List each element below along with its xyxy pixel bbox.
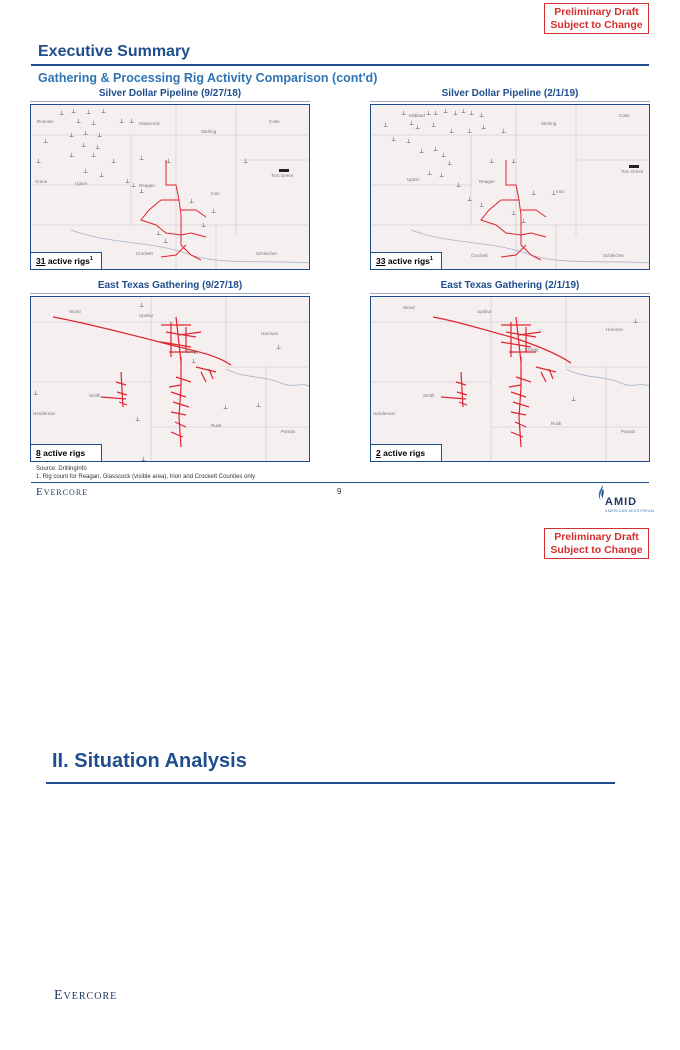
svg-text:⊥: ⊥: [531, 191, 537, 197]
svg-text:⊥: ⊥: [223, 405, 229, 411]
svg-text:⊥: ⊥: [391, 137, 397, 143]
svg-text:⊥: ⊥: [456, 183, 462, 189]
active-rigs-badge: 2 active rigs: [370, 444, 442, 462]
svg-text:⊥: ⊥: [86, 110, 92, 116]
map-graphic: [371, 105, 650, 270]
svg-text:Smith: Smith: [89, 393, 101, 398]
source-note: Source: DrillingInfo 1. Rig count for Reagan, Glasscock (visible area), Irion and Crockett Counties only: [36, 466, 256, 480]
map-title-east-texas-2019: East Texas Gathering (2/1/19): [440, 280, 580, 291]
svg-text:Reagan: Reagan: [479, 179, 495, 184]
map-title-silver-dollar-2019: Silver Dollar Pipeline (2/1/19): [441, 88, 579, 99]
map-graphic: [371, 297, 650, 462]
svg-text:⊥: ⊥: [83, 131, 89, 137]
svg-text:⊥: ⊥: [125, 179, 131, 185]
svg-text:⊥: ⊥: [101, 109, 107, 115]
map-title-divider: [370, 101, 650, 102]
active-rigs-badge: 33 active rigs$^1$: [370, 252, 442, 270]
svg-text:⊥: ⊥: [139, 189, 145, 195]
svg-text:Upshur: Upshur: [139, 313, 154, 318]
svg-text:⊥: ⊥: [461, 109, 467, 115]
svg-text:⊥: ⊥: [91, 121, 97, 127]
evercore-logo: Evercore: [54, 988, 118, 1003]
svg-text:⊥: ⊥: [479, 203, 485, 209]
svg-text:Gregg: Gregg: [526, 347, 539, 352]
svg-text:⊥: ⊥: [119, 119, 125, 125]
svg-text:⊥: ⊥: [401, 111, 407, 117]
svg-text:⊥: ⊥: [409, 121, 415, 127]
svg-text:Panola: Panola: [281, 429, 296, 434]
svg-text:Irion: Irion: [556, 189, 565, 194]
svg-text:⊥: ⊥: [243, 159, 249, 165]
svg-text:⊥: ⊥: [91, 153, 97, 159]
svg-text:⊥: ⊥: [511, 159, 517, 165]
svg-text:⊥: ⊥: [406, 139, 412, 145]
svg-text:Henderson: Henderson: [373, 411, 396, 416]
svg-text:⊥: ⊥: [129, 119, 135, 125]
svg-text:Harrison: Harrison: [261, 331, 279, 336]
svg-text:⊥: ⊥: [71, 109, 77, 115]
svg-text:Gregg: Gregg: [186, 349, 199, 354]
svg-text:Tom Green: Tom Green: [621, 169, 644, 174]
evercore-logo: Evercore: [36, 486, 89, 498]
svg-text:⊥: ⊥: [453, 111, 459, 117]
svg-text:⊥: ⊥: [156, 231, 162, 237]
svg-text:Upton: Upton: [75, 181, 88, 186]
active-rigs-badge: 8 active rigs: [30, 444, 102, 462]
svg-text:Tom Green: Tom Green: [271, 173, 294, 178]
page-number: 9: [337, 487, 342, 496]
svg-text:Glasscock: Glasscock: [139, 121, 160, 126]
map-graphic: [31, 297, 310, 462]
svg-text:⊥: ⊥: [141, 457, 147, 463]
svg-text:⊥: ⊥: [135, 417, 141, 423]
svg-text:Crockett: Crockett: [136, 251, 153, 256]
svg-text:⊥: ⊥: [95, 145, 101, 151]
svg-text:⊥: ⊥: [501, 129, 507, 135]
svg-text:⊥: ⊥: [439, 173, 445, 179]
svg-text:⊥: ⊥: [469, 111, 475, 117]
svg-text:⊥: ⊥: [131, 183, 137, 189]
svg-text:Coke: Coke: [269, 119, 280, 124]
map-title-silver-dollar-2018: Silver Dollar Pipeline (9/27/18): [98, 88, 242, 99]
svg-text:⊥: ⊥: [489, 159, 495, 165]
svg-text:⊥: ⊥: [201, 223, 207, 229]
amid-logo-subtext: AMERICAN MIDSTREAM: [605, 509, 655, 513]
svg-text:Harrison: Harrison: [606, 327, 624, 332]
svg-text:⊥: ⊥: [426, 111, 432, 117]
svg-text:Schleicher: Schleicher: [603, 253, 625, 258]
section-divider: [46, 782, 615, 784]
svg-text:Upshur: Upshur: [477, 309, 492, 314]
map-silver-dollar-2018: [30, 104, 310, 270]
footer-divider: [31, 482, 649, 483]
svg-text:⊥: ⊥: [76, 119, 82, 125]
svg-text:⊥: ⊥: [383, 123, 389, 129]
svg-text:⊥: ⊥: [481, 125, 487, 131]
svg-text:⊥: ⊥: [449, 129, 455, 135]
svg-text:⊥: ⊥: [467, 129, 473, 135]
svg-text:⊥: ⊥: [431, 123, 437, 129]
svg-text:Sterling: Sterling: [201, 129, 217, 134]
preliminary-draft-stamp: Preliminary Draft Subject to Change: [544, 3, 649, 34]
svg-text:⊥: ⊥: [467, 197, 473, 203]
title-divider: [31, 64, 649, 66]
svg-text:⊥: ⊥: [97, 133, 103, 139]
svg-text:⊥: ⊥: [83, 169, 89, 175]
svg-text:⊥: ⊥: [43, 139, 49, 145]
svg-text:⊥: ⊥: [166, 159, 172, 165]
map-silver-dollar-2019: [370, 104, 650, 270]
map-title-divider: [30, 293, 310, 294]
page-subtitle: Gathering & Processing Rig Activity Comparison (cont'd): [38, 71, 378, 85]
rig-markers: [36, 108, 248, 245]
svg-text:⊥: ⊥: [479, 113, 485, 119]
svg-text:⊥: ⊥: [419, 149, 425, 155]
svg-text:Panola: Panola: [621, 429, 636, 434]
map-east-texas-2019: [370, 296, 650, 462]
svg-text:⊥: ⊥: [81, 143, 87, 149]
page-title: Executive Summary: [38, 43, 191, 60]
svg-text:Rusk: Rusk: [211, 423, 222, 428]
svg-text:⊥: ⊥: [191, 359, 197, 365]
svg-text:⊥: ⊥: [633, 319, 639, 325]
svg-text:Sterling: Sterling: [541, 121, 557, 126]
map-title-east-texas-2018: East Texas Gathering (9/27/18): [97, 280, 243, 291]
svg-text:⊥: ⊥: [139, 156, 145, 162]
rig-markers: [383, 108, 556, 225]
svg-text:⊥: ⊥: [443, 109, 449, 115]
svg-text:Runnels: Runnels: [37, 119, 54, 124]
svg-text:⊥: ⊥: [551, 191, 557, 197]
svg-text:Coke: Coke: [619, 113, 630, 118]
svg-text:Crane: Crane: [35, 179, 48, 184]
svg-text:⊥: ⊥: [415, 125, 421, 131]
svg-text:⊥: ⊥: [99, 173, 105, 179]
svg-text:⊥: ⊥: [211, 209, 217, 215]
map-east-texas-2018: [30, 296, 310, 462]
active-rigs-badge: 31 active rigs$^1$: [30, 252, 102, 270]
svg-text:⊥: ⊥: [111, 159, 117, 165]
map-title-divider: [370, 293, 650, 294]
svg-text:⊥: ⊥: [571, 397, 577, 403]
svg-text:⊥: ⊥: [276, 345, 282, 351]
svg-text:Henderson: Henderson: [33, 411, 56, 416]
map-graphic: [31, 105, 310, 270]
svg-text:⊥: ⊥: [521, 219, 527, 225]
map-title-divider: [30, 101, 310, 102]
svg-text:Upton: Upton: [407, 177, 420, 182]
amid-logo-text: AMID: [605, 496, 638, 508]
svg-text:⊥: ⊥: [163, 239, 169, 245]
section-title: II. Situation Analysis: [52, 750, 247, 772]
svg-text:⊥: ⊥: [36, 159, 42, 165]
svg-text:Irion: Irion: [211, 191, 220, 196]
preliminary-draft-stamp: Preliminary Draft Subject to Change: [544, 528, 649, 559]
svg-text:Smith: Smith: [423, 393, 435, 398]
rig-markers: [571, 318, 638, 403]
svg-text:Wood: Wood: [403, 305, 415, 310]
svg-text:Schleicher: Schleicher: [256, 251, 278, 256]
svg-text:⊥: ⊥: [427, 171, 433, 177]
svg-text:⊥: ⊥: [189, 199, 195, 205]
svg-text:⊥: ⊥: [433, 147, 439, 153]
svg-text:Rusk: Rusk: [551, 421, 562, 426]
svg-text:⊥: ⊥: [69, 153, 75, 159]
svg-text:Reagan: Reagan: [139, 183, 155, 188]
svg-text:⊥: ⊥: [447, 161, 453, 167]
svg-text:⊥: ⊥: [511, 211, 517, 217]
svg-text:⊥: ⊥: [69, 133, 75, 139]
svg-text:⊥: ⊥: [256, 403, 262, 409]
svg-text:Midland: Midland: [409, 113, 425, 118]
svg-text:⊥: ⊥: [139, 303, 145, 309]
svg-text:Crockett: Crockett: [471, 253, 488, 258]
svg-text:⊥: ⊥: [33, 391, 39, 397]
svg-text:⊥: ⊥: [441, 153, 447, 159]
svg-text:Wood: Wood: [69, 309, 81, 314]
svg-text:⊥: ⊥: [433, 111, 439, 117]
svg-text:⊥: ⊥: [59, 111, 65, 117]
